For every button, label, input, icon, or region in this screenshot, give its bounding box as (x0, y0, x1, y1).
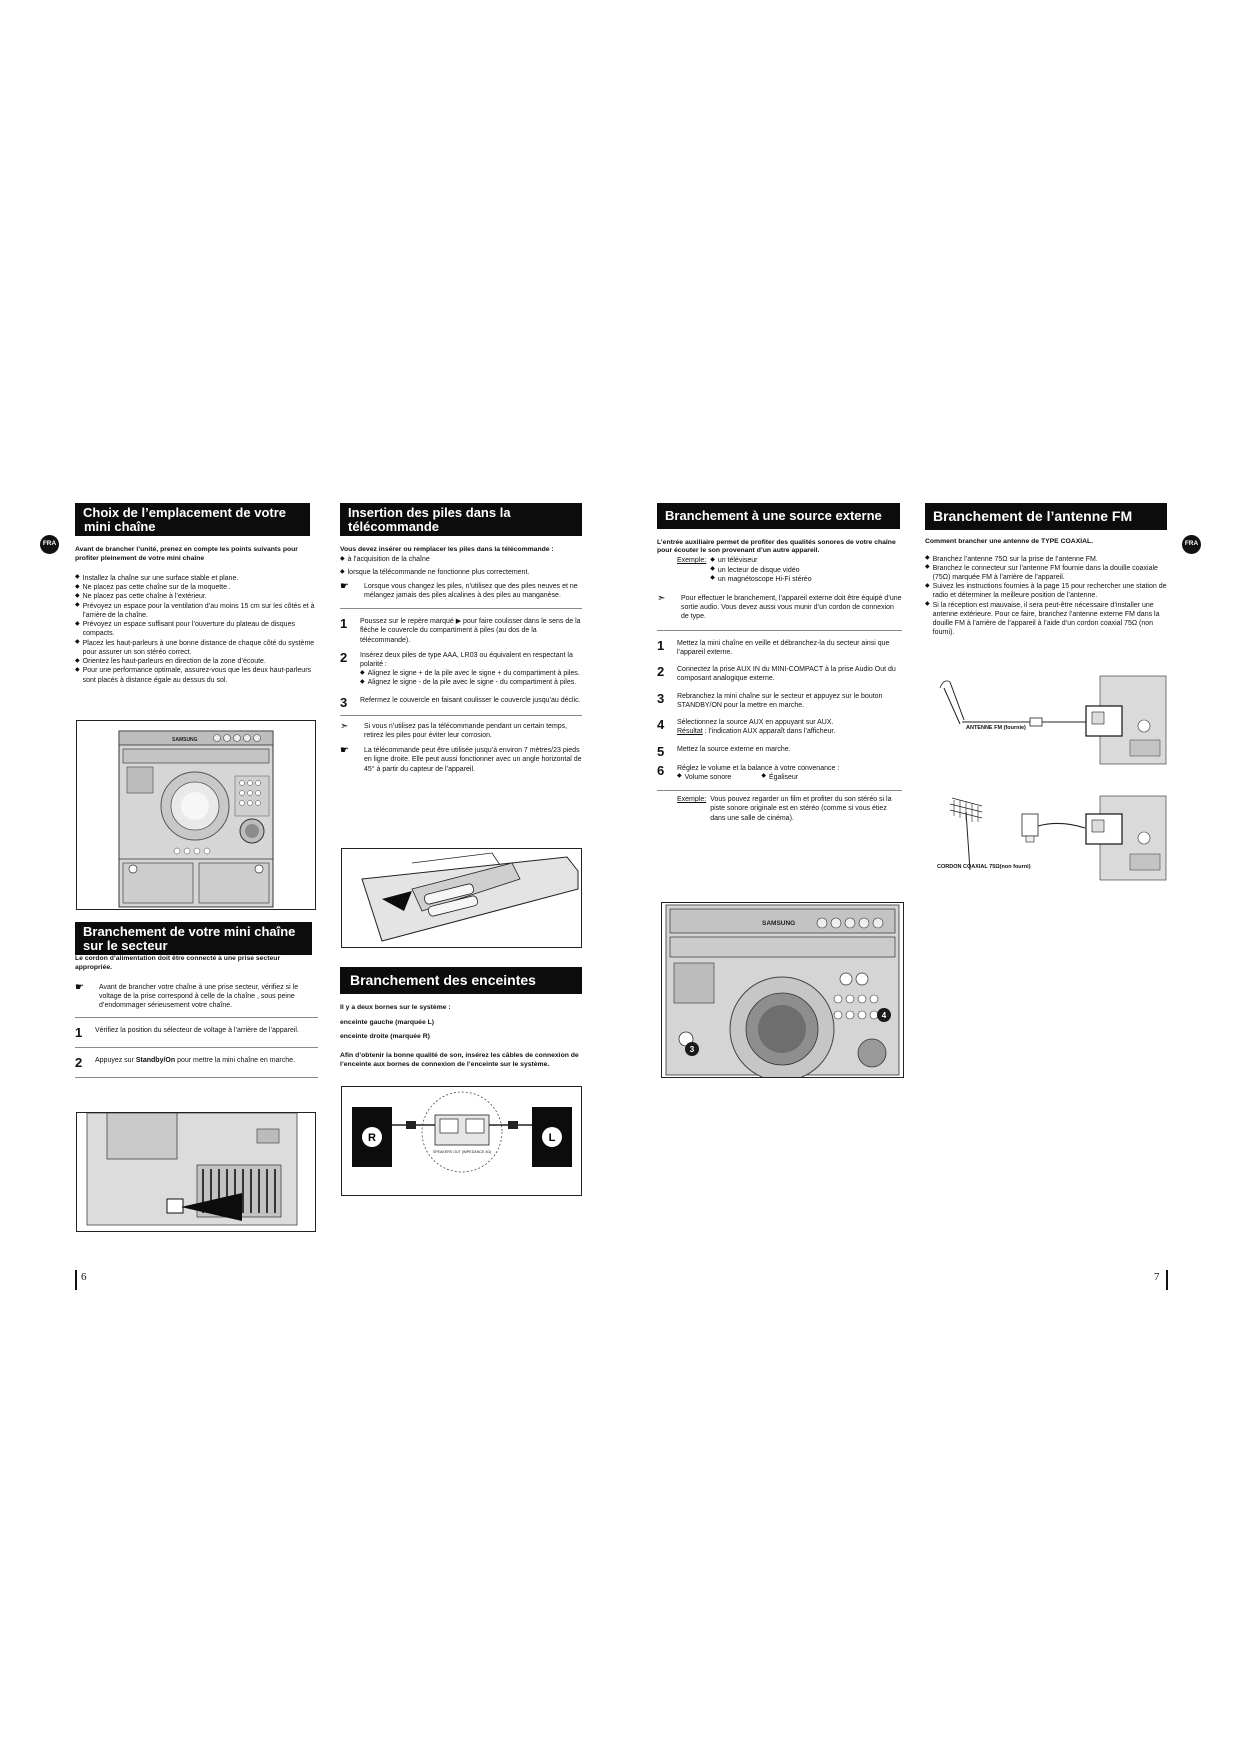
page-number-left: 6 (81, 1271, 87, 1283)
diamond-bullet-icon: ◆ (360, 669, 365, 676)
diamond-bullet-icon: ◆ (710, 566, 715, 573)
step-number: 2 (657, 664, 665, 680)
pointing-hand-icon: ☛ (340, 580, 349, 592)
title-line-1: Branchement de votre mini chaîne (83, 924, 296, 939)
title-line-2: télécommande (348, 518, 440, 534)
list-item: ◆ Volume sonore (677, 773, 732, 781)
list-item: ◆ Branchez le connecteur sur l’antenne FM fournie dans la douille coaxiale (75Ω) marquée FM à l’arrière de l’appareil. (925, 564, 1158, 581)
section-branchement-enceintes (340, 967, 582, 1070)
step-number: 1 (340, 616, 348, 632)
label-cordon-coaxial: CORDON COAXIAL 75Ω(non fourni) (937, 864, 1031, 870)
antenne-lead: Comment brancher une antenne de TYPE COAXIAL. (925, 537, 1094, 545)
choix-bullet-list (75, 574, 318, 685)
externe-note: ➣ Pour effectuer le branchement, l’appareil externe doit être équipé d’une sortie audio. Vous devez aussi vous munir d’un cordon de connexion de type. (657, 593, 902, 621)
figure-speakers (341, 1086, 582, 1196)
secteur-note: ☛ Avant de brancher votre chaîne à une prise secteur, vérifiez si le voltage de la prise correspond à celle de la chaîne , sous peine d’endommager sérieusement votre chaîne. (75, 981, 299, 1010)
title-line-1: Insertion des piles dans la (348, 505, 511, 520)
callout-4: 4 (881, 1011, 887, 1020)
figure-mini-chaine-front (76, 720, 316, 910)
list-item: ◆ un téléviseur (710, 556, 758, 565)
front-panel-brand: SAMSUNG (762, 920, 796, 927)
page-number-right: 7 (1154, 1271, 1160, 1283)
diamond-bullet-icon: ◆ (340, 555, 345, 562)
step-number: 2 (340, 649, 348, 665)
section-title-piles (340, 503, 582, 536)
externe-step-2: 2 Connectez la prise AUX IN du MINI-COMPACT à la prise Audio Out du composant analogique externe. (657, 664, 896, 683)
diamond-bullet-icon: ◆ (925, 582, 930, 589)
diamond-bullet-icon: ◆ (761, 773, 766, 780)
title-line-2: sur le secteur (83, 937, 168, 953)
list-item: ◆ Ne placez pas cette chaîne sur de la moquette . (75, 583, 231, 592)
piles-note-1: ☛ Lorsque vous changez les piles, n’utilisez que des piles neuves et ne mélangez jamais des piles alcalines à des piles au manganèse. (340, 580, 578, 599)
diamond-bullet-icon: ◆ (75, 583, 80, 590)
list-item: ◆ Branchez l’antenne 75Ω sur la prise de l’antenne FM. (925, 555, 1098, 563)
piles-lead: Vous devez insérer ou remplacer les piles dans la télécommande : (340, 546, 554, 554)
section-title-externe: Branchement à une source externe (657, 503, 900, 529)
diamond-bullet-icon: ◆ (75, 602, 80, 609)
externe-step-3: 3 Rebranchez la mini chaîne sur le secteur et appuyez sur le bouton STANDBY/ON pour la mettre en marche. (657, 690, 883, 709)
list-item: ◆ Placez les haut-parleurs à une bonne distance de chaque côté du système pour assurer un son stéréo correct. (75, 639, 315, 656)
language-badge-right: FRA (1182, 535, 1201, 554)
fm-antenna-illustration (930, 670, 1170, 770)
diamond-bullet-icon: ◆ (710, 575, 715, 582)
diamond-bullet-icon: ◆ (360, 678, 365, 685)
step-number: 6 (657, 762, 665, 778)
enceintes-line-3: enceinte droite (marquée R) (340, 1033, 430, 1041)
figure-rear-panel-power (76, 1112, 316, 1232)
piles-note-3: ☛ La télécommande peut être utilisée jusqu’à environ 7 mètres/23 pieds en ligne droite. Elle peut aussi fonctionner avec un angle horizontal de 45° à partir du capteur de l’appareil. (340, 745, 582, 773)
list-item: ◆ un lecteur de disque vidéo (710, 566, 800, 574)
speaker-left-label: L (548, 1132, 556, 1144)
pointing-hand-icon: ☛ (340, 745, 349, 757)
rear-panel-illustration (77, 1113, 315, 1231)
list-item: ◆ Suivez les instructions fournies à la page 15 pour rechercher une station de radio et déterminer la meilleure position de l’antenne. (925, 582, 1167, 600)
step-number: 2 (75, 1054, 83, 1070)
list-item: ◆ Installez la chaîne sur une surface stable et plane. (75, 574, 239, 582)
page-number-bar-right (1166, 1270, 1168, 1290)
mini-chaine-front-illustration (77, 721, 315, 909)
enceintes-lead: Afin d’obtenir la bonne qualité de son, insérez les câbles de connexion de l’enceinte aux bornes de connexion de l’enceinte sur le système. (340, 1052, 579, 1068)
arrow-note-icon: ➣ (657, 593, 666, 604)
page-number-bar-left (75, 1270, 77, 1290)
piles-step-3: 3 Refermez le couvercle en faisant coulisser le couvercle jusqu’au déclic. (340, 694, 581, 710)
language-badge-left: FRA (40, 535, 59, 554)
speaker-terminal-label: SPEAKERS OUT (IMPEDANCE 4Ω) (432, 1150, 492, 1154)
pointing-hand-icon: ☛ (75, 981, 84, 993)
exemple-label: Exemple: (677, 557, 707, 565)
section-insertion-piles (340, 503, 582, 774)
diamond-bullet-icon: ◆ (710, 556, 715, 563)
figure-antenne-fm (930, 670, 1170, 770)
secteur-step-1: 1 Vérifiez la position du sélecteur de voltage à l’arrière de l’appareil. (75, 1024, 299, 1040)
diamond-bullet-icon: ◆ (75, 666, 80, 673)
externe-example-2: Exemple: Vous pouvez regarder un film et profiter du son stéréo si la piste sonore originale est en stéréo (comme si vous étiez dans une salle de cinéma). (677, 796, 892, 822)
externe-lead: L’entrée auxiliaire permet de profiter des qualités sonores de votre chaîne pour écouter le son provenant d’un autre appareil. (657, 538, 896, 555)
section-title-enceintes: Branchement des enceintes (340, 967, 582, 994)
list-item: ◆ Prévoyez un espace pour la ventilation d’au moins 15 cm sur les côtés et à l’arrière de la chaîne. (75, 602, 315, 619)
list-item: ◆ à l’acquisition de la chaîne (340, 555, 430, 564)
externe-step-5: 5 Mettez la source externe en marche. (657, 743, 791, 759)
figure-cordon-coaxial (930, 790, 1170, 885)
diamond-bullet-icon: ◆ (75, 620, 80, 627)
step-number: 1 (75, 1024, 83, 1040)
section-title-antenne: Branchement de l’antenne FM (925, 503, 1167, 530)
step-number: 5 (657, 743, 665, 759)
list-item: ◆ Ne placez pas cette chaîne à l’extérieur. (75, 592, 207, 601)
figure-remote-battery (341, 848, 582, 948)
title-line-1: Choix de l’emplacement de votre (83, 505, 287, 520)
enceintes-line-2: enceinte gauche (marquée L) (340, 1018, 435, 1026)
step-number: 3 (657, 690, 665, 706)
list-item: ◆ un magnétoscope Hi-Fi stéréo (710, 575, 812, 583)
arrow-note-icon: ➣ (340, 720, 349, 732)
secteur-step-2: 2 Appuyez sur Standby/On pour mettre la mini chaîne en marche. (75, 1054, 295, 1070)
device-brand: SAMSUNG (172, 737, 198, 743)
diamond-bullet-icon: ◆ (75, 574, 80, 581)
front-panel-illustration (662, 903, 903, 1077)
section-choix-emplacement (75, 503, 318, 685)
title-line-2: mini chaîne (84, 518, 156, 534)
list-item: ◆ lorsque la télécommande ne fonctionne plus correctement. (340, 568, 530, 577)
piles-step-1: 1 Poussez sur le repère marqué ▶ pour faire coulisser dans le sens de la flèche le couvercle du compartiment à piles (au dos de la télécommande). (340, 616, 581, 644)
externe-examples (657, 556, 902, 584)
diamond-bullet-icon: ◆ (75, 657, 80, 664)
secteur-lead: Le cordon d’alimentation doit être connecté à une prise secteur appropriée. (75, 955, 281, 972)
diamond-bullet-icon: ◆ (75, 592, 80, 599)
diamond-bullet-icon: ◆ (925, 601, 930, 608)
enceintes-line-1: Il y a deux bornes sur le système : (340, 1003, 451, 1011)
diamond-bullet-icon: ◆ (925, 564, 930, 571)
externe-step-4: 4 Sélectionnez la source AUX en appuyant sur AUX. Résultat : l’indication AUX apparaît dans l’afficheur. (657, 717, 836, 736)
section-title-secteur (75, 922, 312, 955)
list-item: ◆ Prévoyez un espace suffisant pour l’ouverture du plateau de disques compacts. (75, 620, 295, 638)
step-number: 1 (657, 637, 665, 653)
section-title-choix (75, 503, 310, 536)
piles-note-2: ➣ Si vous n’utilisez pas la télécommande pendant un certain temps, retirez les piles pour éviter leur corrosion. (340, 720, 568, 739)
callout-3: 3 (689, 1045, 695, 1054)
diamond-bullet-icon: ◆ (75, 639, 80, 646)
divider (75, 1077, 318, 1078)
speakers-illustration (342, 1087, 581, 1195)
remote-battery-illustration (342, 849, 581, 947)
diamond-bullet-icon: ◆ (340, 568, 345, 575)
list-item: ◆ Alignez le signe - de la pile avec le signe - du compartiment à piles. (360, 678, 577, 687)
piles-step-2: 2 Insérez deux piles de type AAA, LR03 ou équivalent en respectant la polarité : ◆ Alignez le signe + de la pile avec le signe + du compartiment à piles. ◆ Alignez le signe - de la pile avec le signe - du compartiment à piles. (340, 651, 582, 688)
label-antenne-fm: ANTENNE FM (fournie) (966, 725, 1026, 731)
diamond-bullet-icon: ◆ (925, 555, 930, 562)
step-number: 3 (340, 694, 348, 710)
list-item: ◆ Égaliseur (761, 773, 799, 781)
list-item: ◆ Si la réception est mauvaise, il sera peut-être nécessaire d’installer une antenne extérieure. Pour ce faire, branchez l’antenne externe FM dans la douille FM à l’arrière de l’appareil à l’aide d’un cordon coaxial 75Ω (non fourni). (925, 601, 1160, 637)
figure-front-panel-aux (661, 902, 904, 1078)
list-item: ◆ Orientez les haut-parleurs en direction de la zone d’écoute. (75, 657, 266, 666)
list-item: ◆ Alignez le signe + de la pile avec le signe + du compartiment à piles. (360, 669, 580, 678)
choix-lead: Avant de brancher l’unité, prenez en compte les points suivants pour profiter pleinement de votre mini chaîne (75, 546, 298, 563)
section-antenne-fm (925, 503, 1169, 638)
speaker-right-label: R (368, 1132, 376, 1144)
resultat-label: Résultat (677, 728, 703, 736)
step-number: 4 (657, 717, 665, 733)
list-item: ◆ Pour une performance optimale, assurez-vous que les deux haut-parleurs sont placés à distance égale au dessus du sol. (75, 666, 312, 684)
externe-step-1: 1 Mettez la mini chaîne en veille et débranchez-la du secteur ainsi que l’appareil externe. (657, 637, 890, 656)
section-source-externe (657, 503, 902, 823)
externe-step-6: 6 Réglez le volume et la balance à votre convenance : ◆ Volume sonore ◆ Égaliseur (657, 762, 840, 781)
diamond-bullet-icon: ◆ (677, 773, 682, 780)
section-branchement-secteur (75, 922, 318, 1078)
